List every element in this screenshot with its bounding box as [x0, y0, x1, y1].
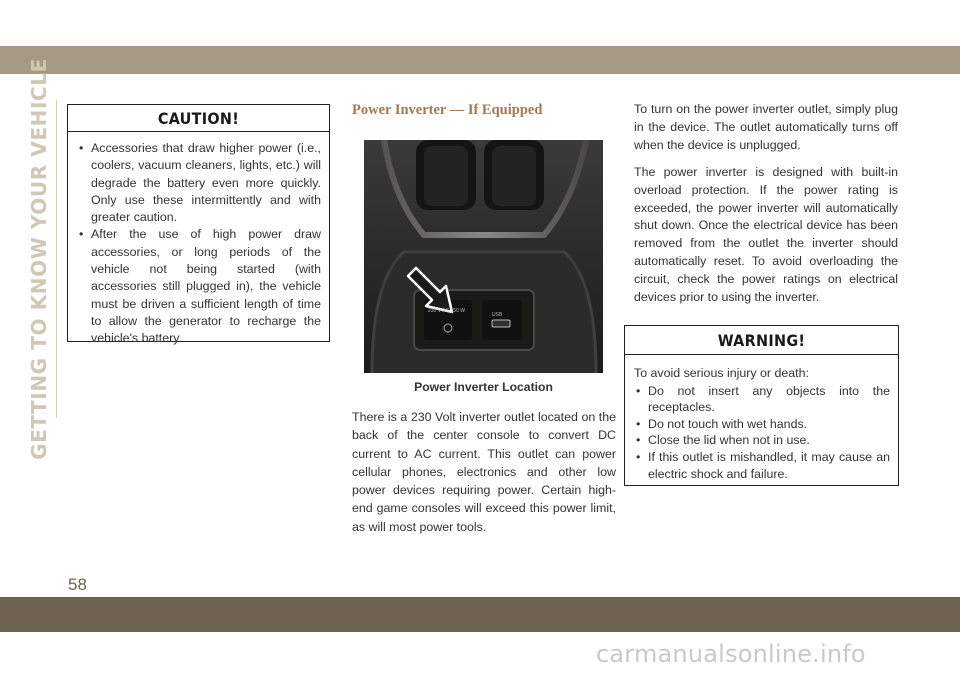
warning-item: • If this outlet is mishandled, it may cause an electric shock and failure.	[634, 449, 890, 482]
warning-title: WARNING!	[625, 326, 898, 355]
column-3-text	[634, 101, 898, 316]
warning-body	[625, 355, 898, 482]
caution-item: • Accessories that draw higher power (i.e., coolers, vacuum cleaners, lights, etc.) will degrade the battery even more quickly. Only use these intermittently and with greater caution.	[77, 140, 321, 226]
caution-box	[67, 104, 330, 346]
warning-item: • Close the lid when not in use.	[634, 432, 890, 449]
warning-box	[624, 325, 899, 486]
inverter-description: There is a 230 Volt inverter outlet located on the back of the center console to convert DC current to AC current. This outlet can power cellular phones, electronics and other low power devices requiring power. Certain high-end game consoles will exceed this power limit, as will most power tools.	[352, 410, 616, 534]
footer-band	[0, 597, 960, 632]
console-illustration	[364, 140, 603, 373]
caution-title: CAUTION!	[68, 105, 329, 132]
outlet-label: 230 V AC 150 W	[428, 308, 465, 314]
chapter-side-label	[21, 58, 57, 460]
warning-item: • Do not touch with wet hands.	[634, 416, 890, 433]
caution-item: • After the use of high power draw accessories, or long periods of the vehicle not being started (with accessories still plugged in), the vehicle must be driven a sufficient length of time to allow the generator to recharge the vehicle's battery.	[77, 226, 321, 347]
warning-intro: To avoid serious injury or death:	[634, 366, 809, 380]
chapter-side-rule	[56, 100, 57, 418]
caution-body	[68, 132, 329, 348]
section-heading: Power Inverter — If Equipped	[352, 102, 543, 118]
page-number: 58	[68, 575, 87, 594]
usb-label: USB	[492, 312, 503, 318]
photo-caption: Power Inverter Location	[414, 380, 553, 394]
paragraph-overload: The power inverter is designed with built-in overload protection. If the power rating is exceeded, the power inverter will automatically shut down. Once the electrical device has been removed from the outlet the inverter should automatically reset. To avoid overloading the circuit, check the power ratings on electrical devices prior to using the inverter.	[634, 164, 898, 305]
warning-item: • Do not insert any objects into the receptacles.	[634, 383, 890, 416]
paragraph-turn-on: To turn on the power inverter outlet, simply plug in the device. The outlet automatically turns off when the device is unplugged.	[634, 102, 898, 152]
power-inverter-photo	[364, 140, 603, 373]
watermark: carmanualsonline.info	[596, 640, 866, 668]
warning-list	[634, 383, 890, 483]
caution-list	[77, 140, 321, 348]
header-band	[0, 46, 960, 74]
chapter-side-label-text: GETTING TO KNOW YOUR VEHICLE	[27, 58, 51, 460]
